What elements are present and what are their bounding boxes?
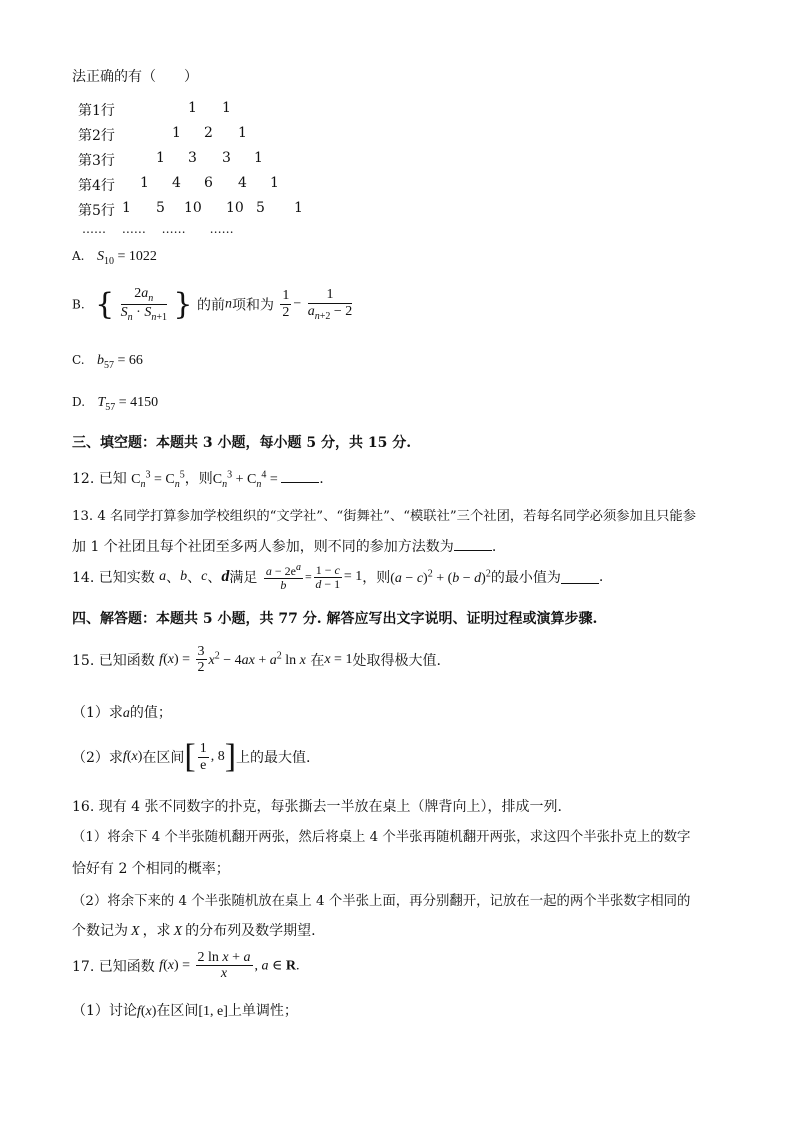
- row3-num: 3: [188, 150, 197, 166]
- q17-p1-end: 上单调性；: [227, 1003, 298, 1019]
- q17-pre: 17. 已知函数: [72, 958, 155, 975]
- answer-blank: [281, 470, 319, 483]
- row3-num: 3: [222, 150, 231, 166]
- q16-p2-end: 的分布列及数学期望.: [185, 923, 316, 939]
- question-16-part1-line2: 恰好有 2 个相同的概率；: [72, 861, 230, 877]
- row5-num: 5: [156, 200, 165, 216]
- q15-end: 处取得极大值.: [352, 652, 441, 669]
- option-d-label: D.: [72, 395, 86, 409]
- answer-blank: [561, 571, 599, 584]
- q14-end: 的最小值为: [490, 570, 561, 587]
- option-d: D. $T_{57} = 4150$: [72, 395, 159, 413]
- q16-p2-mid: ，求: [142, 923, 171, 939]
- row-label-5: 第5行: [78, 203, 115, 219]
- q15-p1-end: 的值；: [129, 705, 172, 721]
- question-16-part1-line1: （1）将余下 4 个半张随机翻开两张，然后将桌上 4 个半张再随机翻开两张，求这四个半张扑克上的数字: [72, 830, 691, 845]
- row3-num: 1: [254, 150, 263, 166]
- row2-num: 1: [172, 125, 181, 141]
- row-label-4: 第4行: [78, 178, 115, 194]
- answer-blank: [454, 538, 492, 551]
- row4-num: 1: [270, 175, 279, 191]
- q15-p2-pre: （2）求: [72, 750, 123, 766]
- q15-p2-end: 上的最大值.: [236, 750, 311, 766]
- row4-num: 1: [140, 175, 149, 191]
- q12-end: .: [319, 471, 324, 487]
- ellipsis-row: …… …… …… ……: [82, 222, 234, 236]
- q16-p2-pre: 个数记为: [72, 923, 128, 939]
- number-triangle: [78, 100, 338, 235]
- row5-num: 10: [226, 200, 244, 216]
- row5-num: 10: [184, 200, 202, 216]
- row3-num: 1: [156, 150, 165, 166]
- row5-num: 5: [256, 200, 265, 216]
- q15-mid: 在: [310, 652, 325, 669]
- question-13-line2: [72, 536, 496, 556]
- option-c-label: C.: [72, 353, 85, 367]
- section-heading-solutions: 四、解答题：本题共 5 小题，共 77 分. 解答应写出文字说明、证明过程或演算步骤.: [72, 611, 598, 627]
- option-b: B. { $\frac{2a_n}{S_n \cdot S_{n+1}}$ } 的前n项和为 $\frac{1}{2}$ − $\frac{1}{a_{n+2} - 2}$: [72, 286, 353, 323]
- q14-mid: 满足: [229, 570, 258, 587]
- question-17-part1: （1）讨论f(x)在区间[1, e]上单调性；: [72, 1003, 298, 1019]
- q15-pre: 15. 已知函数: [72, 652, 155, 669]
- question-13-line1: 13. 4 名同学打算参加学校组织的“文学社”、“街舞社”、“模联社”三个社团，若每名同学必须参加且只能参: [72, 509, 697, 524]
- row-label-1: 第1行: [78, 103, 115, 119]
- option-a: A. $S_{10} = 1022$: [72, 249, 157, 267]
- q13-line2-text: 加 1 个社团且每个社团至多两人参加，则不同的参加方法数为: [72, 539, 454, 555]
- question-12: 12. 已知 $C_n^3 = C_n^5$，则$C_n^3 + C_n^4$ = .: [72, 469, 324, 490]
- row4-num: 6: [204, 175, 213, 191]
- row-label-2: 第2行: [78, 128, 115, 144]
- question-16-part2-line2: 个数记为 X ，求 X 的分布列及数学期望.: [72, 923, 316, 939]
- q17-p1-mid: 在区间: [156, 1003, 199, 1019]
- row2-num: 1: [238, 125, 247, 141]
- q12-pre: 12. 已知: [72, 471, 127, 487]
- q13-end: .: [491, 539, 497, 555]
- option-a-label: A.: [72, 249, 85, 263]
- q14-pre: 14. 已知实数: [72, 570, 155, 587]
- row1-num: 1: [222, 100, 231, 116]
- question-16-line1: 16. 现有 4 张不同数字的扑克，每张撕去一半放在桌上（牌背向上），排成一列.: [72, 799, 562, 815]
- question-15: 15. 已知函数 f(x) = $\frac{3}{2}$ $x^2 - 4ax + a^2$ ln x 在x = 1处取得极大值.: [72, 644, 441, 676]
- question-14: 14. 已知实数 a、b、c、d满足 $\frac{a - 2e^a}{b}$ = $\frac{1 - c}{d - 1}$ = 1，则$(a - c)^2 + (b - d)^2$的最小值为 .: [72, 562, 604, 593]
- row5-num: 1: [122, 200, 131, 216]
- q14-mid2: ，则: [362, 570, 391, 587]
- q14-period: .: [598, 569, 604, 586]
- row5-num: 1: [294, 200, 303, 216]
- intro-text: 法正确的有（ ）: [72, 69, 198, 85]
- q17-p1-pre: （1）讨论: [72, 1003, 137, 1019]
- question-15-part2: （2）求f(x)在区间[ $\frac{1}{e}$ , 8]上的最大值.: [72, 738, 311, 775]
- option-b-label: B.: [72, 297, 85, 312]
- option-c: C. $b_{57} = 66$: [72, 353, 143, 371]
- q15-p1-pre: （1）求: [72, 705, 123, 721]
- q12-mid: ，则: [184, 471, 213, 487]
- row4-num: 4: [172, 175, 181, 191]
- option-b-text1: 的前: [196, 297, 225, 314]
- row1-num: 1: [188, 100, 197, 116]
- row2-num: 2: [204, 125, 213, 141]
- option-b-text2: 项和为: [231, 297, 274, 314]
- row-label-3: 第3行: [78, 153, 115, 169]
- section-heading-fill-in: 三、填空题：本题共 3 小题，每小题 5 分，共 15 分.: [72, 435, 412, 451]
- question-17: 17. 已知函数 f(x) = $\frac{\text{2 ln x + a}}{x}$ , a ∈ R.: [72, 950, 300, 982]
- q15-p2-mid: 在区间: [142, 750, 185, 766]
- question-16-part2-line1: （2）将余下来的 4 个半张随机放在桌上 4 个半张上面，再分别翻开，记放在一起的两个半张数字相同的: [72, 894, 691, 909]
- row4-num: 4: [238, 175, 247, 191]
- question-15-part1: （1）求a的值；: [72, 705, 172, 721]
